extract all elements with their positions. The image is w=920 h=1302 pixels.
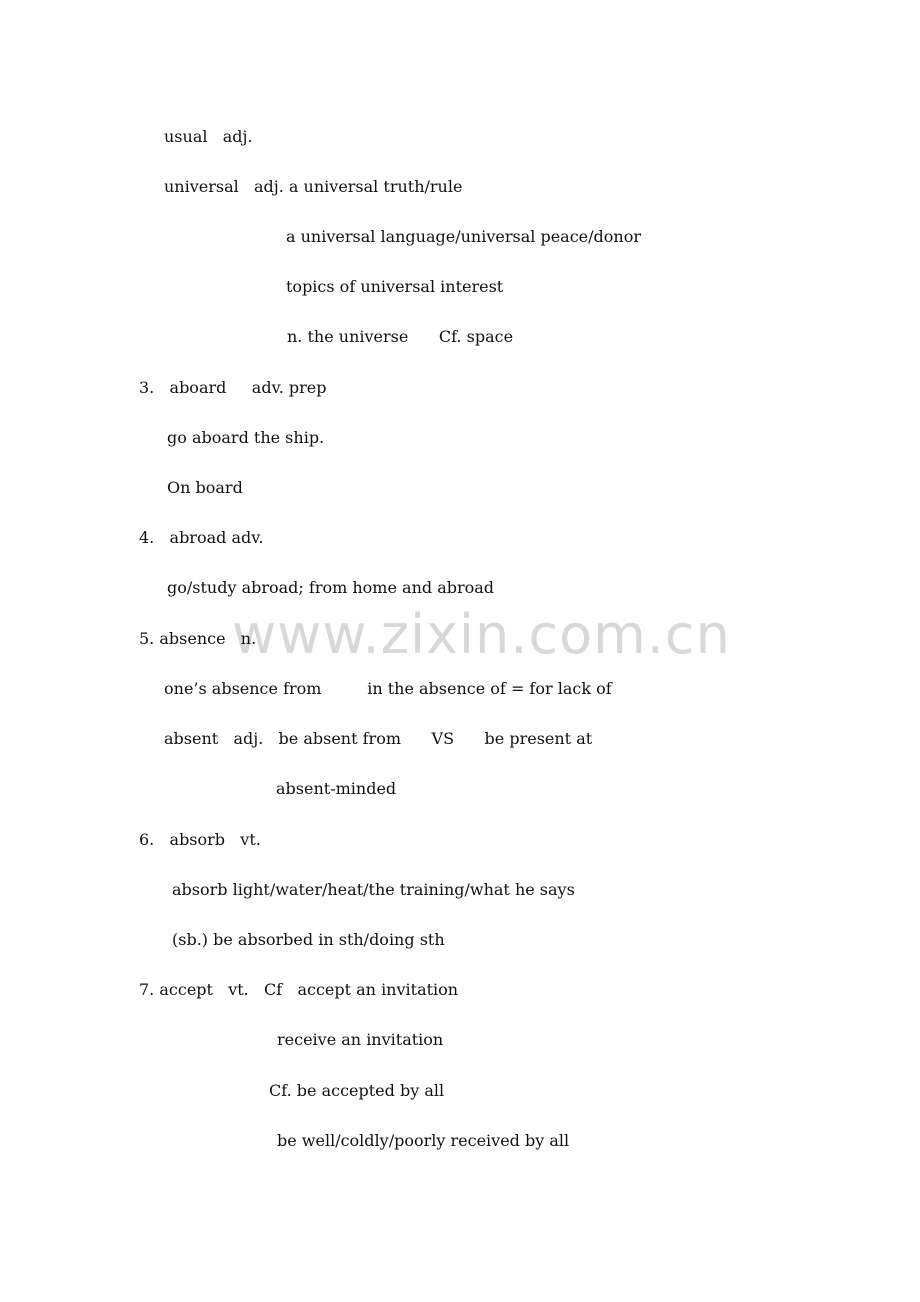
example-absorbed-in: (sb.) be absorbed in sth/doing sth — [172, 930, 445, 949]
example-received-by-all: be well/coldly/poorly received by all — [277, 1131, 570, 1150]
entry-absorb: 6. absorb vt. — [139, 830, 261, 849]
watermark: www.zixin.com.cn — [232, 603, 731, 666]
entry-aboard: 3. aboard adv. prep — [139, 378, 327, 397]
note-universe: n. the universe Cf. space — [287, 327, 514, 346]
entry-accept: 7. accept vt. Cf accept an invitation — [139, 980, 459, 999]
example-go-aboard: go aboard the ship. — [167, 428, 325, 447]
entry-absence: 5. absence n. — [139, 629, 257, 648]
example-on-board: On board — [167, 478, 243, 497]
example-receive-invitation: receive an invitation — [277, 1030, 444, 1049]
entry-usual: usual adj. — [164, 127, 253, 146]
example-universal-language: a universal language/universal peace/donor — [286, 227, 641, 246]
example-abroad: go/study abroad; from home and abroad — [167, 578, 495, 597]
example-absent-minded: absent-minded — [276, 779, 397, 798]
example-accepted-by-all: Cf. be accepted by all — [269, 1081, 445, 1100]
entry-universal: universal adj. a universal truth/rule — [164, 177, 463, 196]
entry-absent: absent adj. be absent from VS be present at — [164, 729, 593, 748]
example-absence: one’s absence from in the absence of = for lack of — [164, 679, 612, 698]
example-absorb: absorb light/water/heat/the training/what he says — [172, 880, 575, 899]
example-universal-interest: topics of universal interest — [286, 277, 504, 296]
entry-abroad: 4. abroad adv. — [139, 528, 264, 547]
